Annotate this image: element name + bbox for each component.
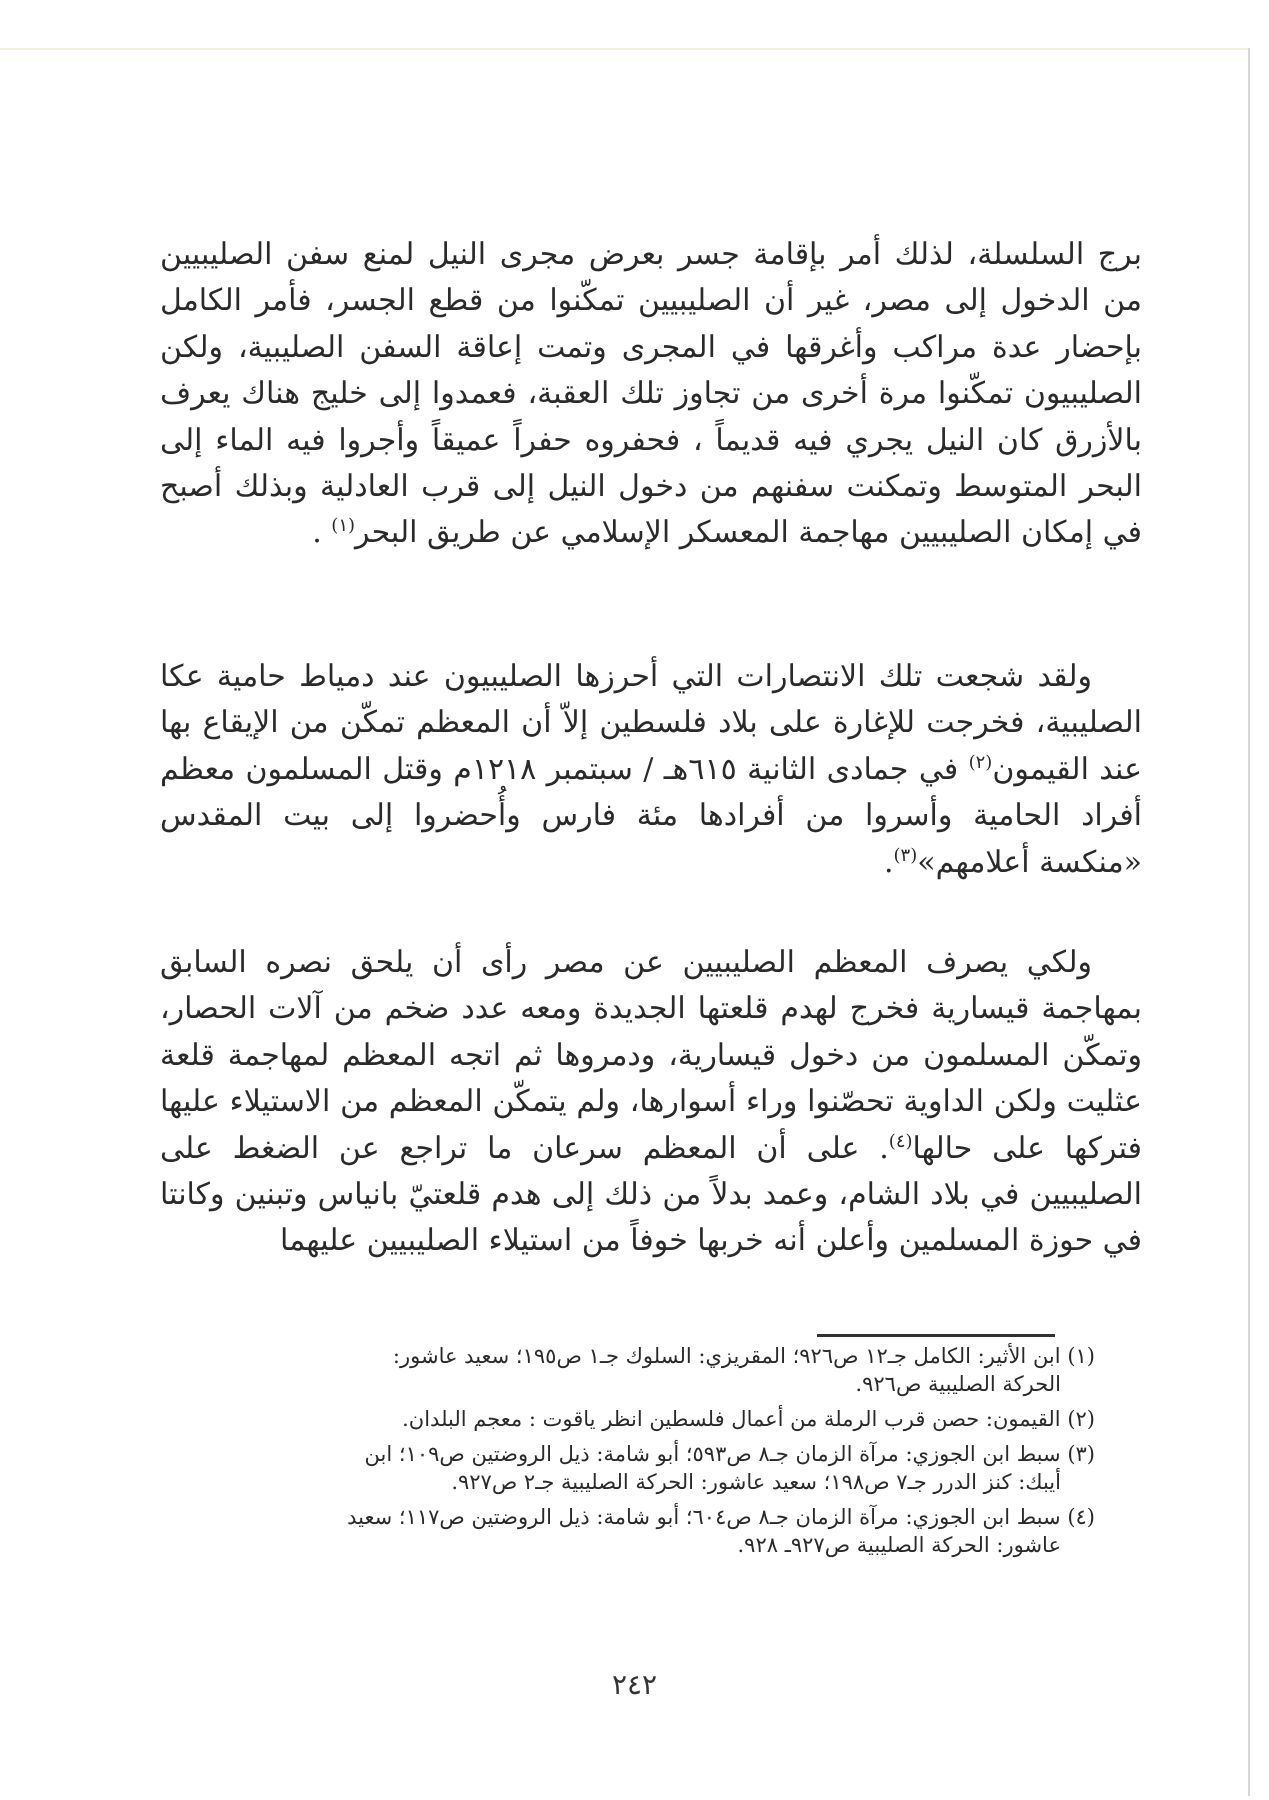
paragraph-1-tail: . bbox=[312, 515, 332, 551]
footnote-ref-1[interactable]: (١) bbox=[331, 515, 356, 537]
footnote-text: القيمون: حصن قرب الرملة من أعمال فلسطين انظر ياقوت : معجم البلدان. bbox=[402, 1407, 1061, 1431]
paragraph-1 bbox=[160, 232, 1142, 557]
paragraph-3-text-b: . على أن المعظم سرعان ما تراجع عن الضغط على الصليبيين في بلاد الشام، وعمد بدلاً من ذلك إلى هدم قلعتيّ بانياس وتبنين وكانتا في حوزة المسلمين وأعلن أنه خربها خوفاً من استيلاء الصليبيين عليهما bbox=[160, 1130, 1142, 1259]
footnote-number: (١) bbox=[1067, 1344, 1095, 1368]
paragraph-3 bbox=[160, 940, 1142, 1265]
paragraph-2-text-b: في جمادى الثانية ٦١٥هـ / سبتمبر ١٢١٨م وقتل المسلمون معظم أفراد الحامية وأسروا من أفرادها مئة فارس وأُحضروا إلى بيت المقدس «منكسة أعلامهم» bbox=[160, 751, 1142, 880]
footnote-4 bbox=[165, 1503, 1095, 1559]
page-number: ٢٤٢ bbox=[611, 1668, 658, 1701]
footnote-ref-3[interactable]: (٣) bbox=[893, 844, 918, 866]
footnote-number: (٣) bbox=[1067, 1442, 1095, 1466]
footnote-2 bbox=[165, 1405, 1095, 1433]
footnote-text-cont: أيبك: كنز الدرر جـ٧ ص١٩٨؛ سعيد عاشور: الحركة الصليبية جـ٢ ص٩٢٧. bbox=[451, 1470, 1061, 1494]
footnote-text-cont: الحركة الصليبية ص٩٢٦. bbox=[855, 1372, 1061, 1396]
footnote-text-cont: عاشور: الحركة الصليبية ص٩٢٧ـ ٩٢٨. bbox=[737, 1533, 1061, 1557]
paragraph-2 bbox=[160, 654, 1142, 886]
footnote-separator bbox=[817, 1334, 1055, 1337]
footnotes bbox=[165, 1342, 1095, 1566]
scan-page-top-edge bbox=[0, 48, 1250, 50]
paragraph-2-text-a: ولقد شجعت تلك الانتصارات التي أحرزها الصليبيون عند دمياط حامية عكا الصليبية، فخرجت للإغارة على بلاد فلسطين إلاّ أن المعظم تمكّن من الإيقاع بها عند القيمون bbox=[160, 659, 1142, 787]
footnote-3 bbox=[165, 1440, 1095, 1496]
footnote-text: سبط ابن الجوزي: مرآة الزمان جـ٨ ص٦٠٤؛ أبو شامة: ذيل الروضتين ص١١٧؛ سعيد bbox=[347, 1505, 1061, 1529]
footnote-text: ابن الأثير: الكامل جـ١٢ ص٩٢٦؛ المقريزي: السلوك جـ١ ص١٩٥؛ سعيد عاشور: bbox=[392, 1344, 1061, 1368]
footnote-number: (٤) bbox=[1067, 1505, 1095, 1529]
footnote-1 bbox=[165, 1342, 1095, 1398]
footnote-ref-4[interactable]: (٤) bbox=[888, 1130, 913, 1152]
paragraph-1-text: برج السلسلة، لذلك أمر بإقامة جسر بعرض مجرى النيل لمنع سفن الصليبيين من الدخول إلى مصر، غير أن الصليبيين تمكّنوا من قطع الجسر، فأمر الكامل بإحضار عدة مراكب وأغرقها في المجرى وتمت إعاقة السفن الصليبية، ولكن الصليبيون تمكّنوا مرة أخرى من تجاوز تلك العقبة، فعمدوا إلى خليج هناك يعرف بالأزرق كان النيل يجري فيه قديماً ، فحفروه حفراً عميقاً وأجروا فيه الماء إلى البحر المتوسط وتمكنت سفنهم من دخول النيل إلى قرب العادلية وبذلك أصبح في إمكان الصليبيين مهاجمة المعسكر الإسلامي عن طريق البحر bbox=[160, 237, 1142, 551]
footnote-number: (٢) bbox=[1067, 1407, 1095, 1431]
footnote-ref-2[interactable]: (٢) bbox=[968, 751, 993, 773]
paragraph-2-tail: . bbox=[883, 844, 894, 880]
scan-page-right-edge bbox=[1248, 48, 1250, 1796]
paragraph-3-text-a: ولكي يصرف المعظم الصليبيين عن مصر رأى أن يلحق نصره السابق بمهاجمة قيسارية فخرج لهدم قلعتها الجديدة ومعه عدد ضخم من آلات الحصار، وتمكّن المسلمون من دخول قيسارية، ودمروها ثم اتجه المعظم لمهاجمة قلعة عثليت ولكن الداوية تحصّنوا وراء أسوارها، ولم يتمكّن المعظم من الاستيلاء عليها فتركها على حالها bbox=[160, 945, 1142, 1166]
footnote-text: سبط ابن الجوزي: مرآة الزمان جـ٨ ص٥٩٣؛ أبو شامة: ذيل الروضتين ص١٠٩؛ ابن bbox=[364, 1442, 1061, 1466]
